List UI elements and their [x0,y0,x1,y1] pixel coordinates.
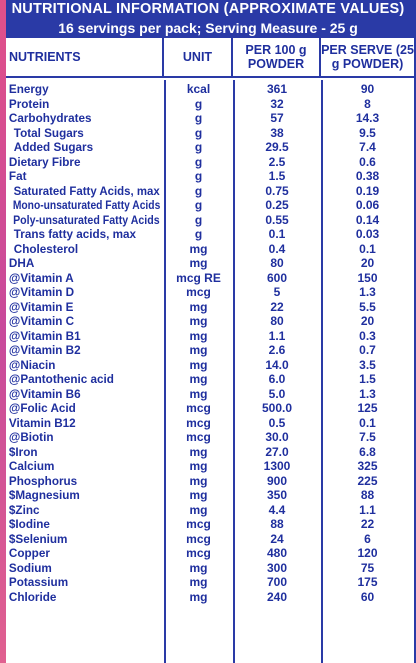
value-per-100g: 5 [273,285,281,299]
table-row [6,561,414,576]
nutrient-unit: g [194,227,203,241]
nutrient-unit: mg [189,589,208,604]
table-row [6,358,414,373]
nutrient-unit: mg [189,502,208,517]
column-header-per-100g: PER 100 g POWDER [233,38,321,76]
value-per-100g: 480 [266,546,288,560]
value-per-serve: 6.8 [359,444,376,459]
nutrient-name: @Vitamin B1 [8,328,81,343]
value-per-100g: 500.0 [261,401,293,415]
value-per-serve: 0.19 [355,183,380,198]
nutrient-unit: mg [189,241,208,256]
nutrient-name: @Vitamin B2 [8,343,81,357]
value-per-serve: 1.1 [359,502,376,517]
table-header-row [6,38,414,78]
value-per-100g: 1300 [263,459,291,473]
nutrient-name: Potassium [8,575,69,589]
value-per-serve: 0.14 [355,212,380,227]
nutrient-name: @Vitamin C [8,314,75,328]
table-row [6,227,414,242]
nutrient-name: @Biotin [8,430,54,444]
nutrient-name: Poly-unsaturated Fatty Acids [13,212,160,227]
nutrient-name: $Iron [8,444,38,459]
value-per-serve: 14.3 [355,111,380,125]
nutrient-name: Total Sugars [13,125,84,140]
nutrient-name: DHA [8,256,35,270]
nutrient-unit: mg [189,459,208,473]
nutrient-unit: mcg [186,285,211,299]
value-per-100g: 361 [266,82,288,96]
value-per-serve: 20 [360,314,375,328]
value-per-serve: 88 [360,488,375,502]
table-body [6,80,414,663]
nutrient-name: @Vitamin D [8,285,75,299]
nutrient-name: Protein [8,96,50,111]
value-per-serve: 1.3 [359,386,376,401]
value-per-100g: 0.1 [268,227,286,241]
table-row [6,300,414,315]
table-row [6,474,414,489]
nutrient-unit: g [194,169,203,183]
value-per-100g: 1.5 [268,169,286,183]
nutrient-unit: g [194,198,203,212]
value-per-100g: 5.0 [268,386,286,401]
nutrient-unit: mg [189,328,208,343]
value-per-100g: 600 [266,270,288,285]
table-row [6,343,414,358]
nutrient-name: Energy [8,82,49,96]
table-row [6,140,414,155]
nutrient-unit: g [194,125,203,140]
nutrient-unit: mcg [186,517,211,531]
nutrient-unit: mg [189,256,208,270]
value-per-100g: 29.5 [265,140,289,154]
table-row [6,213,414,228]
nutrient-unit: mg [189,372,208,386]
label-header [6,0,410,38]
table-row [6,242,414,257]
table-row [6,503,414,518]
value-per-serve: 22 [360,517,375,531]
value-per-serve: 0.3 [359,328,376,343]
value-per-100g: 32 [270,96,284,111]
nutrient-name: @Vitamin E [8,299,74,314]
nutrient-name: Mono-unsaturated Fatty Acids [12,198,161,212]
nutrient-name: $Magnesium [8,488,80,502]
value-per-100g: 80 [270,314,284,328]
value-per-100g: 0.55 [265,212,289,227]
table-row [6,532,414,547]
value-per-serve: 9.5 [359,125,376,140]
value-per-100g: 0.25 [265,198,289,212]
value-per-serve: 3.5 [359,357,376,372]
value-per-100g: 0.4 [268,241,286,256]
value-per-100g: 14.0 [265,357,289,372]
nutrient-unit: g [194,212,203,227]
value-per-serve: 0.06 [355,198,380,212]
value-per-100g: 22 [270,299,284,314]
value-per-serve: 1.3 [359,285,376,299]
nutrient-name: Dietary Fibre [8,154,81,169]
value-per-serve: 150 [357,270,378,285]
value-per-100g: 24 [270,531,284,546]
column-header-nutrients: NUTRIENTS [6,38,164,76]
nutrient-unit: mg [189,444,208,459]
value-per-serve: 0.38 [355,169,380,183]
value-per-serve: 20 [360,256,375,270]
value-per-serve: 90 [360,82,375,96]
nutrient-unit: g [194,111,203,125]
value-per-100g: 700 [266,575,288,589]
nutrient-unit: mg [189,386,208,401]
nutrient-name: @Vitamin A [8,270,74,285]
value-per-100g: 6.0 [268,372,286,386]
table-row [6,97,414,112]
nutrient-unit: mcg [186,415,211,430]
nutrient-unit: mg [189,314,208,328]
value-per-serve: 225 [357,473,378,488]
table-row [6,430,414,445]
nutrient-name: Trans fatty acids, max [13,227,137,241]
table-rows [6,82,414,604]
value-per-serve: 175 [357,575,378,589]
nutrient-unit: mcg [186,531,211,546]
value-per-100g: 1.1 [268,328,286,343]
nutrient-unit: mg [189,473,208,488]
value-per-100g: 57 [270,111,284,125]
nutrient-name: Added Sugars [13,140,94,154]
nutrient-unit: kcal [186,82,211,96]
table-row [6,184,414,199]
table-row [6,111,414,126]
value-per-serve: 7.4 [359,140,376,154]
table-row [6,126,414,141]
table-row [6,459,414,474]
nutrient-name: @Pantothenic acid [8,372,114,386]
table-row [6,155,414,170]
value-per-100g: 88 [270,517,284,531]
value-per-serve: 7.5 [359,430,376,444]
value-per-serve: 0.7 [359,343,376,357]
value-per-serve: 0.1 [359,415,376,430]
table-row [6,372,414,387]
value-per-100g: 4.4 [268,502,286,517]
nutrition-table [6,38,414,663]
nutrient-name: @Niacin [8,357,56,372]
nutrient-name: @Folic Acid [8,401,76,415]
value-per-serve: 0.03 [355,227,380,241]
value-per-serve: 0.6 [359,154,376,169]
column-header-per-serve: PER SERVE (25 g POWDER) [321,43,414,71]
column-header-unit: UNIT [164,38,233,76]
value-per-serve: 120 [357,546,378,560]
nutrient-name: Saturated Fatty Acids, max [13,183,160,198]
value-per-100g: 0.75 [265,183,289,198]
value-per-100g: 80 [270,256,284,270]
value-per-serve: 60 [360,589,375,604]
nutrient-name: Phosphorus [8,473,78,488]
nutrient-unit: mg [189,575,208,589]
value-per-100g: 27.0 [265,444,289,459]
nutrient-unit: mcg [186,430,211,444]
nutrient-name: @Vitamin B6 [8,386,81,401]
nutrient-unit: mcg RE [176,270,221,285]
value-per-serve: 6 [364,531,371,546]
value-per-100g: 300 [266,560,288,575]
value-per-100g: 2.5 [268,154,286,169]
value-per-serve: 325 [357,459,378,473]
table-row [6,329,414,344]
nutrient-name: Copper [8,546,50,560]
nutrient-unit: mg [189,488,208,502]
nutrient-unit: mg [189,357,208,372]
nutrient-unit: mg [189,560,208,575]
table-row [6,401,414,416]
value-per-100g: 30.0 [265,430,289,444]
nutrient-name: $Selenium [8,531,68,546]
nutrient-unit: g [194,140,203,154]
nutrient-unit: g [194,96,203,111]
nutrient-name: Chloride [8,589,57,604]
value-per-serve: 75 [360,560,375,575]
table-row [6,82,414,97]
label-title: NUTRITIONAL INFORMATION (APPROXIMATE VALUES) [11,1,405,17]
table-row [6,517,414,532]
table-row [6,416,414,431]
nutrient-unit: mcg [186,401,211,415]
nutrient-unit: g [194,154,203,169]
table-row [6,314,414,329]
nutrient-name: Calcium [8,459,55,473]
table-row [6,285,414,300]
table-row [6,590,414,605]
value-per-100g: 240 [266,589,288,604]
table-row [6,546,414,561]
table-row [6,169,414,184]
label-subtitle: 16 servings per pack; Serving Measure - 25 g [58,20,358,36]
value-per-serve: 1.5 [359,372,376,386]
nutrient-name: Cholesterol [13,241,79,256]
nutrient-unit: mg [189,299,208,314]
nutrient-name: $Zinc [8,502,40,517]
table-row [6,256,414,271]
value-per-serve: 125 [357,401,378,415]
table-row [6,387,414,402]
nutrient-name: Vitamin B12 [8,415,76,430]
table-row [6,445,414,460]
nutrient-unit: mcg [186,546,211,560]
value-per-serve: 5.5 [359,299,376,314]
value-per-100g: 900 [266,473,288,488]
table-row [6,575,414,590]
table-row [6,198,414,213]
table-row [6,488,414,503]
value-per-serve: 8 [364,96,371,111]
nutrient-name: Carbohydrates [8,111,92,125]
value-per-100g: 0.5 [268,415,286,430]
value-per-100g: 350 [266,488,288,502]
nutrient-name: $Iodine [8,517,50,531]
value-per-100g: 38 [270,125,284,140]
table-row [6,271,414,286]
nutrient-unit: g [194,183,203,198]
value-per-serve: 0.1 [359,241,376,256]
nutrient-name: Fat [8,169,27,183]
value-per-100g: 2.6 [268,343,286,357]
nutrient-name: Sodium [8,560,52,575]
nutrient-unit: mg [189,343,208,357]
